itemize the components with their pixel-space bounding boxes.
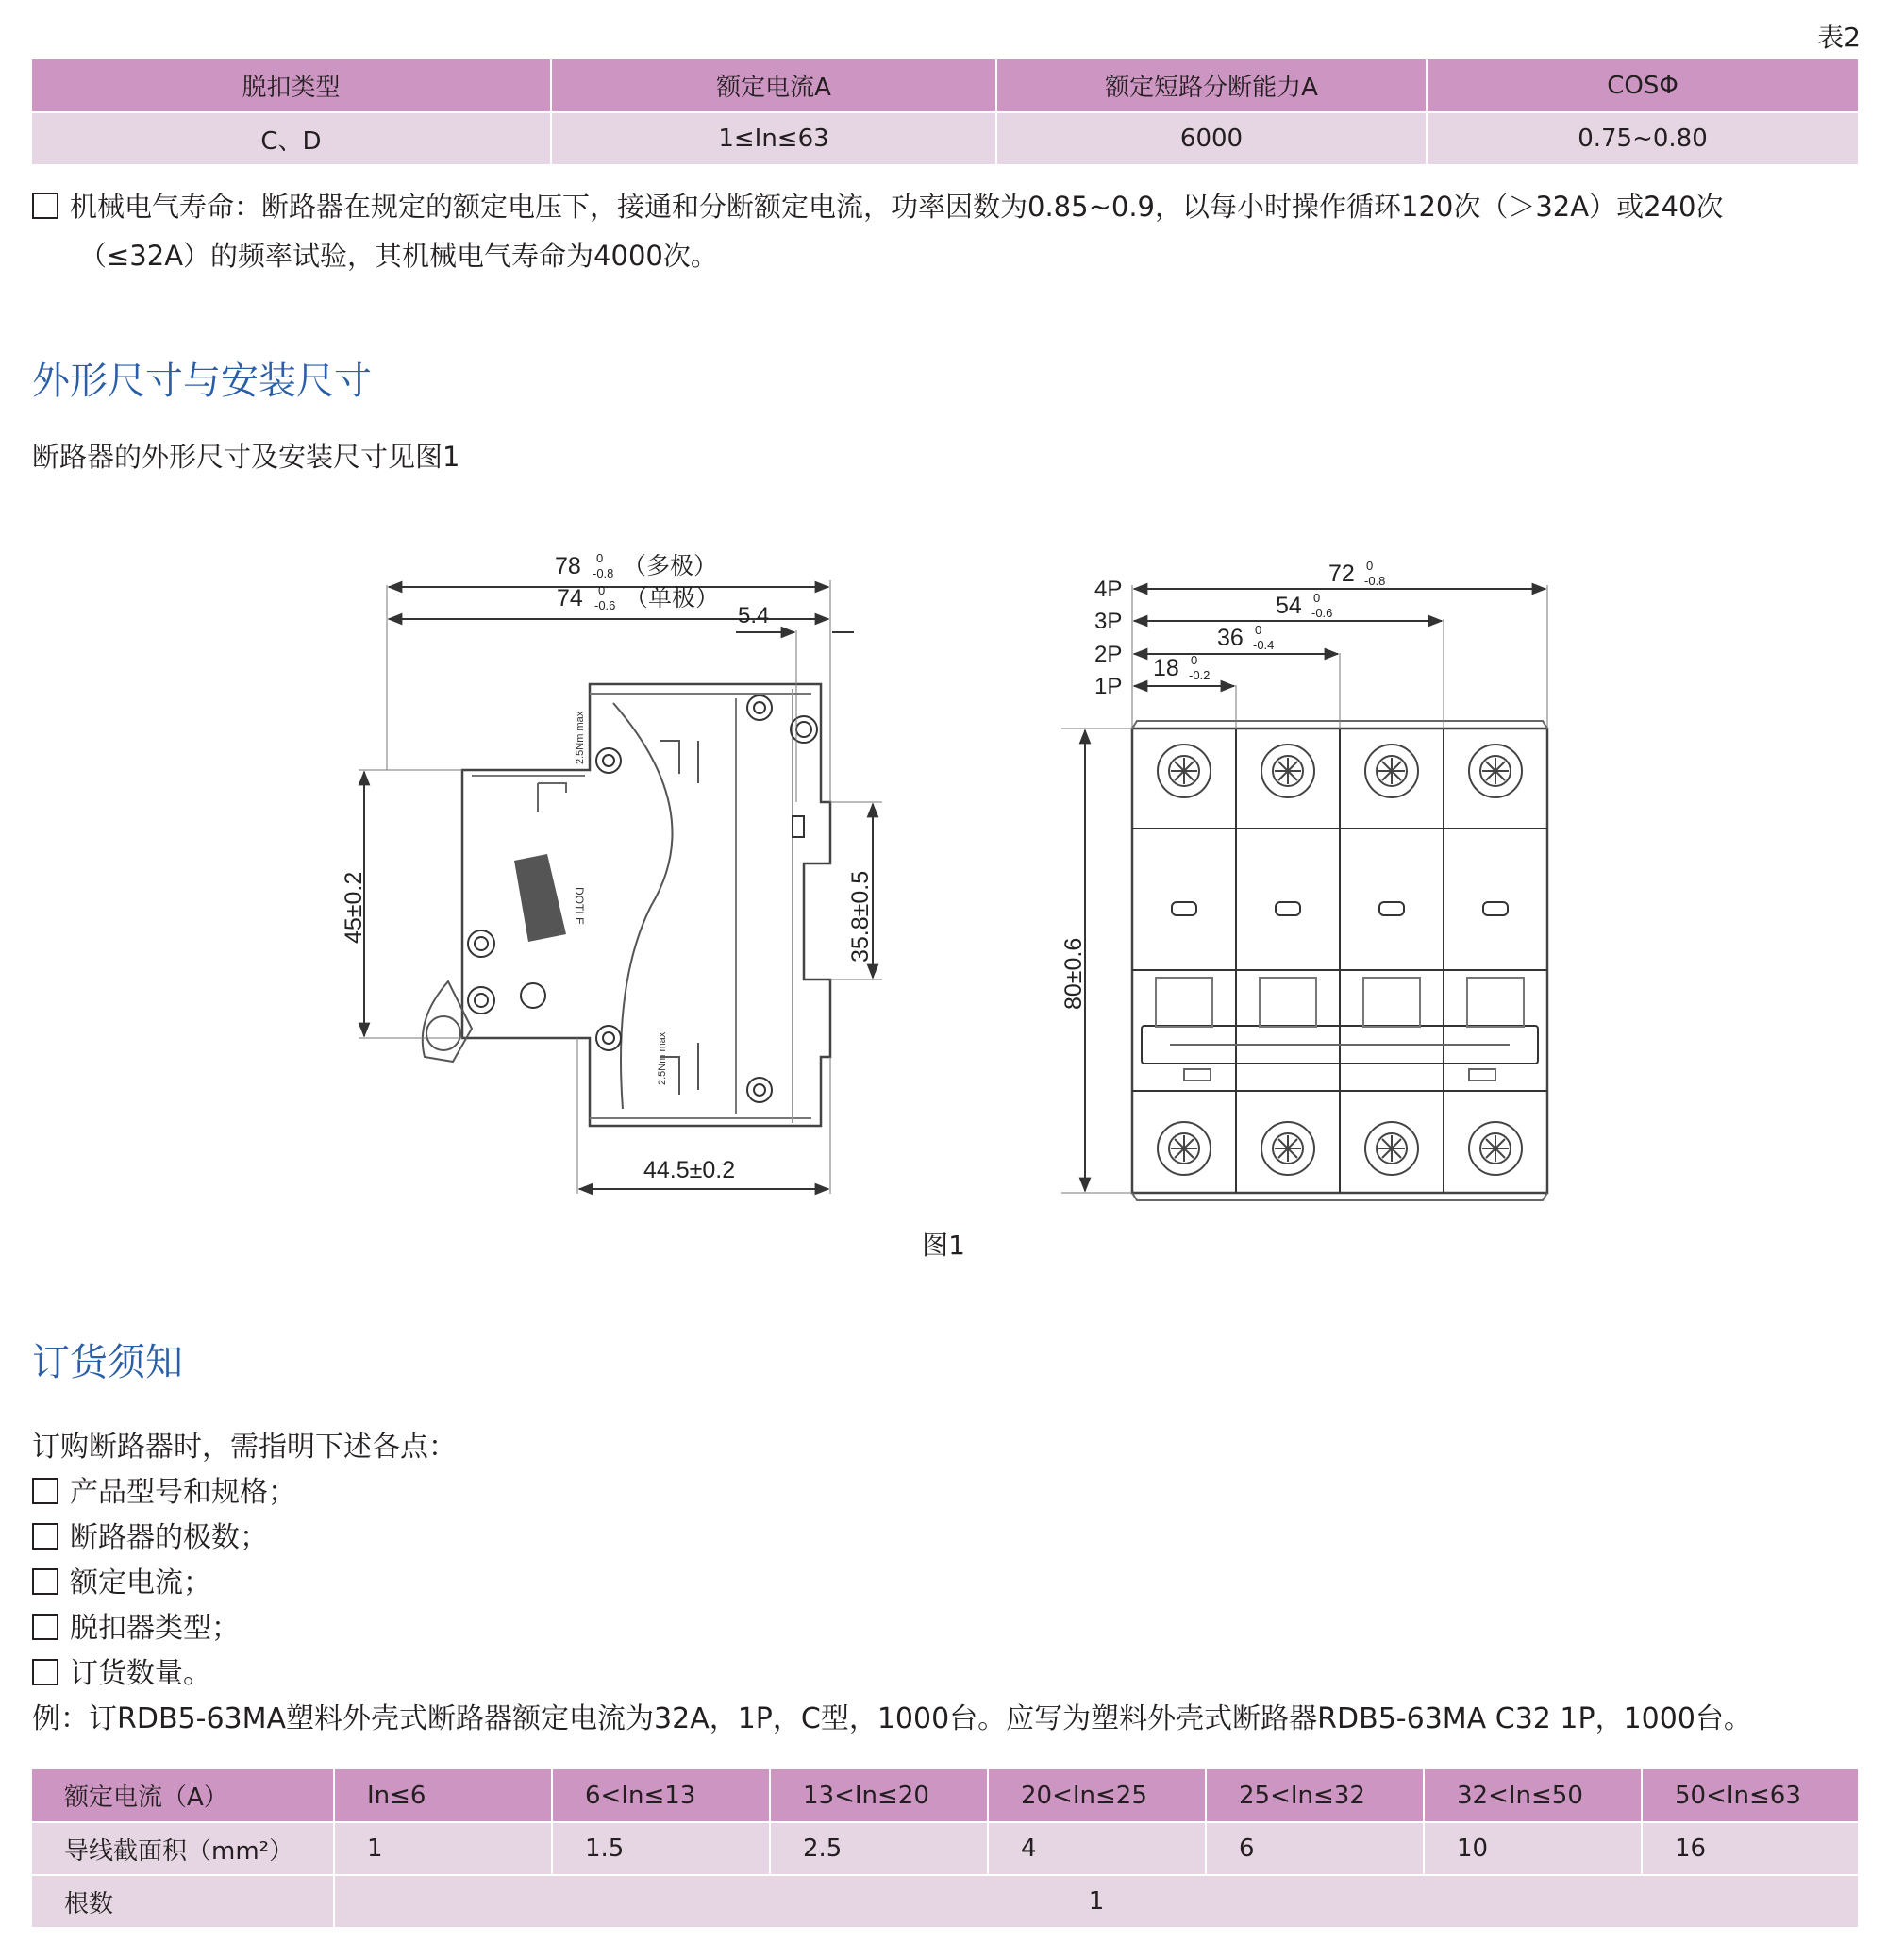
header-cell: 50<In≤63: [1642, 1769, 1859, 1822]
dim-74-note: （单极）: [625, 585, 720, 611]
header-cell: 20<In≤25: [988, 1769, 1206, 1822]
table-cell: 2.5: [770, 1822, 988, 1875]
list-item: 额定电流；: [32, 1561, 1752, 1606]
dim-78-value: 78: [555, 553, 581, 579]
dim-45: 45±0.2: [341, 871, 367, 944]
brand-label: DOTLE: [573, 887, 586, 926]
dim-5-4: 5.4: [738, 603, 770, 628]
header-cell: 25<In≤32: [1206, 1769, 1424, 1822]
list-item: 订货数量。: [32, 1651, 1752, 1697]
dim-35-8: 35.8±0.5: [847, 870, 874, 963]
table-cell: 1.5: [552, 1822, 770, 1875]
table-header-row: [32, 1769, 1859, 1822]
cell-rated-current: 1≤In≤63: [551, 112, 996, 165]
cell-breaking-capacity: 6000: [996, 112, 1427, 165]
list-item: 断路器的极数；: [32, 1516, 1752, 1561]
life-note-line1: 机械电气寿命：断路器在规定的额定电压下，接通和分断额定电流，功率因数为0.85~0.9，以每小时操作循环120次（＞32A）或240次: [70, 191, 1724, 223]
table-cell: 6: [1206, 1822, 1424, 1875]
header-cell: 额定电流（A）: [32, 1769, 334, 1822]
header-cell: 13<In≤20: [770, 1769, 988, 1822]
table-row: [32, 112, 1859, 165]
dim-78-tol-upper: 0: [596, 551, 604, 565]
dim-74-tol-lower: -0.6: [594, 598, 616, 612]
checkbox-icon: [32, 1659, 58, 1685]
table-cell: 导线截面积（mm²）: [32, 1822, 334, 1875]
table-number: 表2: [1817, 22, 1861, 53]
table-row: [32, 1822, 1859, 1875]
pole-label-3p: 3P: [1094, 609, 1123, 634]
pole-label-1p: 1P: [1094, 674, 1123, 699]
dim-54-tol-lower: -0.6: [1311, 606, 1333, 620]
dim-78-tol-lower: -0.8: [593, 566, 614, 580]
ordering-example: 例：订RDB5-63MA塑料外壳式断路器额定电流为32A，1P，C型，1000台。应写为塑料外壳式断路器RDB5-63MA C32 1P，1000台。: [32, 1702, 1752, 1735]
header-cell: 6<In≤13: [552, 1769, 770, 1822]
checkbox-icon: [32, 1568, 58, 1595]
front-view-drawing: [1132, 721, 1547, 1200]
side-view-drawing: [423, 684, 830, 1126]
dimensions-intro: 断路器的外形尺寸及安装尺寸见图1: [32, 441, 460, 473]
section-title-dimensions: 外形尺寸与安装尺寸: [32, 360, 372, 403]
side-view-dimensions: [341, 551, 882, 1194]
dim-54-tol-upper: 0: [1313, 591, 1321, 605]
wire-table: [32, 1769, 1860, 1929]
dim-74-value: 74: [557, 585, 583, 611]
header-cell: 32<In≤50: [1424, 1769, 1642, 1822]
pole-label-4p: 4P: [1094, 577, 1123, 602]
table-cell: 1: [334, 1822, 552, 1875]
figure-caption: 图1: [922, 1230, 965, 1261]
table-cell: 1: [334, 1875, 1859, 1928]
life-note: [32, 182, 1723, 280]
dim-18-tol-lower: -0.2: [1189, 668, 1211, 682]
checkbox-icon: [32, 1614, 58, 1640]
dim-72-tol-lower: -0.8: [1364, 574, 1386, 588]
dim-72-value: 72: [1328, 561, 1355, 587]
pole-label-2p: 2P: [1094, 642, 1123, 667]
dim-72-tol-upper: 0: [1366, 559, 1374, 573]
table-cell: 根数: [32, 1875, 334, 1928]
header-trip-type: 脱扣类型: [32, 59, 551, 112]
ordering-lead: 订购断路器时，需指明下述各点：: [32, 1431, 457, 1464]
dim-80: 80±0.6: [1060, 937, 1087, 1010]
header-cos-phi: COSΦ: [1427, 59, 1859, 112]
header-rated-current: 额定电流A: [551, 59, 996, 112]
checkbox-icon: [32, 1478, 58, 1504]
checkbox-icon: [32, 1523, 58, 1550]
table-row: [32, 1875, 1859, 1928]
header-breaking-capacity: 额定短路分断能力A: [996, 59, 1427, 112]
dimension-figure: [0, 528, 1887, 1265]
cell-cos-phi: 0.75~0.80: [1427, 112, 1859, 165]
spec-table: [32, 59, 1860, 166]
torque-label-top: 2.5Nm max: [575, 711, 586, 764]
table-cell: 4: [988, 1822, 1206, 1875]
dim-18-tol-upper: 0: [1191, 653, 1198, 667]
life-note-line2: （≤32A）的频率试验，其机械电气寿命为4000次。: [79, 240, 718, 272]
dim-36-value: 36: [1217, 625, 1244, 651]
dim-44-5: 44.5±0.2: [643, 1157, 736, 1183]
header-cell: In≤6: [334, 1769, 552, 1822]
cell-trip-type: C、D: [32, 112, 551, 165]
dim-36-tol-lower: -0.4: [1253, 638, 1275, 652]
dim-36-tol-upper: 0: [1255, 623, 1262, 637]
table-cell: 10: [1424, 1822, 1642, 1875]
section-title-ordering: 订货须知: [32, 1341, 183, 1384]
torque-label-bottom: 2.5Nm max: [657, 1031, 668, 1085]
dim-18-value: 18: [1153, 655, 1179, 681]
checkbox-icon: [32, 193, 58, 219]
ordering-list: [32, 1425, 1752, 1742]
table-cell: 16: [1642, 1822, 1859, 1875]
list-item: 产品型号和规格；: [32, 1470, 1752, 1516]
dim-74-tol-upper: 0: [598, 583, 606, 597]
dim-54-value: 54: [1276, 593, 1302, 619]
table-header-row: [32, 59, 1859, 112]
list-item: 脱扣器类型；: [32, 1606, 1752, 1651]
dim-78-note: （多极）: [623, 553, 718, 579]
front-view-dimensions: [1060, 559, 1547, 1193]
